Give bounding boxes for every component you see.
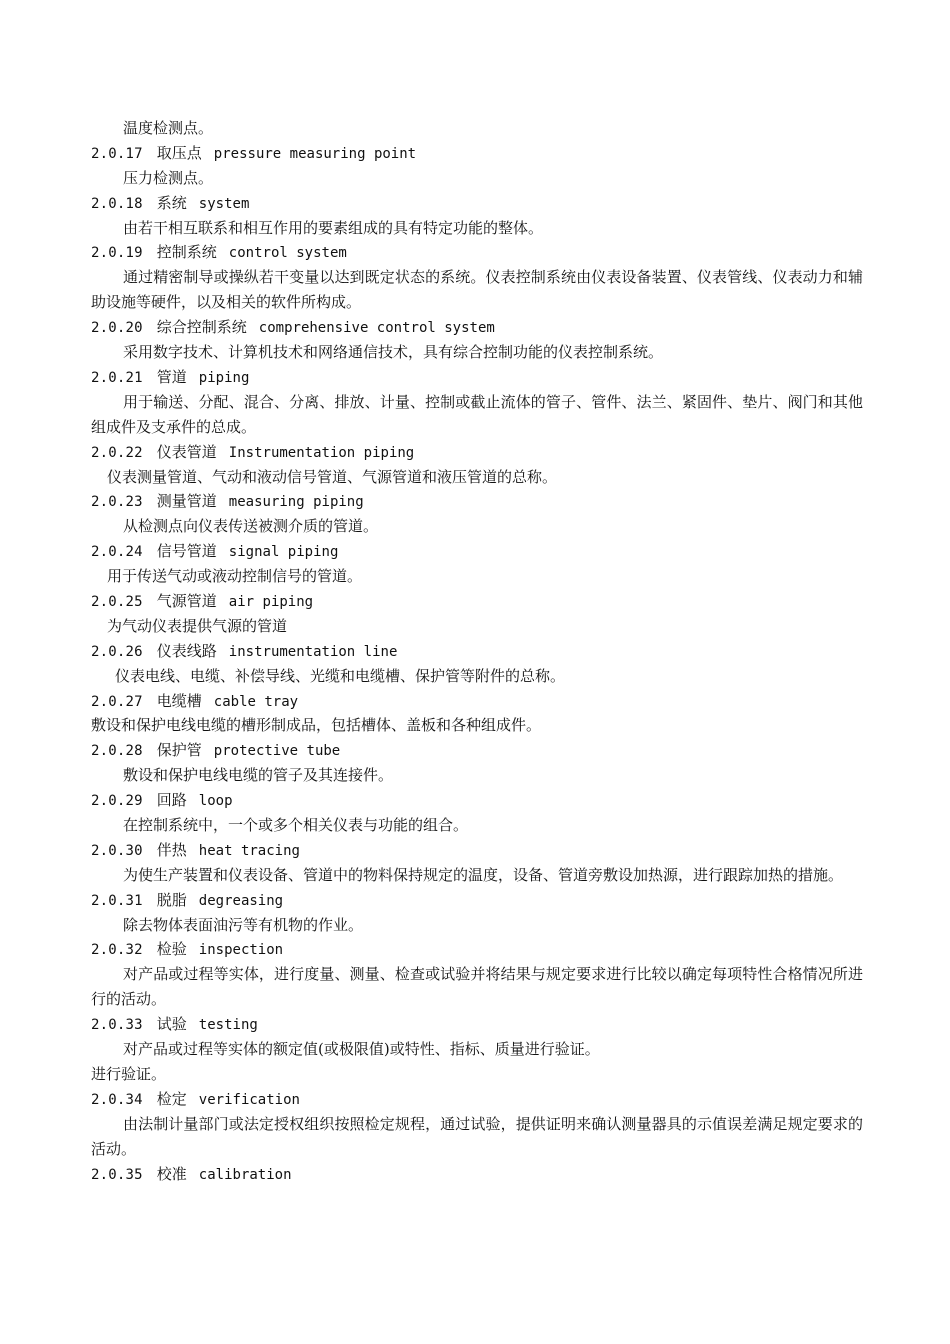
term-definition: 温度检测点。 [123,119,214,137]
term-english: control system [228,245,347,262]
term-number: 2.0.26 [91,643,143,660]
term-number: 2.0.22 [91,444,143,461]
term-heading [91,1162,863,1187]
term-definition: 压力检测点。 [123,168,214,187]
term-definition: 为使生产装置和仪表设备、管道中的物料保持规定的温度，设备、管道旁敷设加热源，进行跟踪加热的措施。 [123,865,844,884]
term-chinese: 系统 [156,193,187,212]
term-english: air piping [228,593,314,610]
term-english: loop [198,793,233,810]
term-chinese: 脱脂 [156,890,187,909]
term-heading [91,141,863,166]
term-chinese: 试验 [156,1015,187,1034]
term-english: system [198,195,250,212]
term-definition: 为气动仪表提供气源的管道 [107,616,288,635]
term-english: testing [198,1017,258,1034]
term-english: signal piping [228,544,339,561]
term-english: instrumentation line [228,643,398,660]
term-english: calibration [198,1166,292,1183]
term-heading [91,888,863,913]
term-english: Instrumentation piping [228,444,415,461]
term-number: 2.0.23 [91,494,143,511]
term-chinese: 气源管道 [156,591,217,610]
term-heading [91,639,863,664]
term-chinese: 伴热 [156,840,187,859]
term-english: comprehensive control system [258,320,495,337]
term-heading [91,539,863,564]
term-definition: 用于输送、分配、混合、分离、排放、计量、控制或截止流体的管子、管件、法兰、紧固件、垫片、阀门和其他组成件及支承件的总成。 [91,392,863,436]
document-body [91,116,863,1186]
term-number: 2.0.32 [91,942,143,959]
term-english: protective tube [213,743,341,760]
term-chinese: 控制系统 [156,243,217,262]
term-english: degreasing [198,892,284,909]
term-heading [91,937,863,962]
term-number: 2.0.21 [91,369,143,386]
term-english: cable tray [213,693,299,710]
term-heading [91,589,863,614]
term-english: pressure measuring point [213,145,417,162]
term-number: 2.0.17 [91,145,143,162]
term-chinese: 综合控制系统 [156,318,247,337]
term-chinese: 取压点 [156,143,202,162]
term-chinese: 回路 [156,791,187,810]
term-number: 2.0.19 [91,245,143,262]
term-definition: 对产品或过程等实体，进行度量、测量、检查或试验并将结果与规定要求进行比较以确定每项特性合格情况所进行的活动。 [91,965,863,1009]
term-chinese: 仪表线路 [156,641,217,660]
term-heading [91,838,863,863]
term-heading [91,365,863,390]
term-chinese: 检定 [156,1089,187,1108]
term-number: 2.0.29 [91,793,143,810]
term-number: 2.0.27 [91,693,143,710]
term-heading [91,1087,863,1112]
term-chinese: 电缆槽 [156,691,202,710]
term-english: piping [198,369,250,386]
term-chinese: 管道 [156,367,187,386]
term-definition: 仪表测量管道、气动和液动信号管道、气源管道和液压管道的总称。 [107,467,558,486]
term-definition: 进行验证。 [91,1064,167,1083]
term-heading [91,240,863,265]
term-number: 2.0.35 [91,1166,143,1183]
term-number: 2.0.31 [91,892,143,909]
term-heading [91,315,863,340]
term-english: verification [198,1091,300,1108]
term-number: 2.0.33 [91,1017,143,1034]
term-heading [91,489,863,514]
term-heading [91,440,863,465]
term-chinese: 信号管道 [156,542,217,561]
term-number: 2.0.25 [91,593,143,610]
term-heading [91,738,863,763]
term-chinese: 测量管道 [156,492,217,511]
term-heading [91,788,863,813]
term-definition: 由若干相互联系和相互作用的要素组成的具有特定功能的整体。 [123,218,544,237]
term-english: inspection [198,942,284,959]
term-heading [91,689,863,714]
term-definition: 通过精密制导或操纵若干变量以达到既定状态的系统。仪表控制系统由仪表设备装置、仪表管线、仪表动力和辅助设施等硬件，以及相关的软件所构成。 [91,268,863,312]
term-definition: 在控制系统中，一个或多个相关仪表与功能的组合。 [123,816,469,834]
term-chinese: 检验 [156,940,187,959]
term-chinese: 保护管 [156,741,202,760]
term-definition: 敷设和保护电线电缆的槽形制成品，包括槽体、盖板和各种组成件。 [91,716,542,735]
term-number: 2.0.34 [91,1091,143,1108]
term-definition: 除去物体表面油污等有机物的作业。 [123,915,364,934]
term-definition: 仪表电线、电缆、补偿导线、光缆和电缆槽、保护管等附件的总称。 [115,666,566,685]
term-heading [91,191,863,216]
term-number: 2.0.30 [91,842,143,859]
term-chinese: 仪表管道 [156,442,217,461]
term-english: measuring piping [228,494,364,511]
term-heading [91,1012,863,1037]
term-english: heat tracing [198,842,300,859]
term-number: 2.0.18 [91,195,143,212]
term-number: 2.0.20 [91,320,143,337]
term-definition: 敷设和保护电线电缆的管子及其连接件。 [123,766,394,785]
term-definition: 采用数字技术、计算机技术和网络通信技术，具有综合控制功能的仪表控制系统。 [123,343,664,362]
term-definition: 用于传送气动或液动控制信号的管道。 [107,567,363,586]
term-number: 2.0.24 [91,544,143,561]
term-definition: 对产品或过程等实体的额定值(或极限值)或特性、指标、质量进行验证。 [123,1040,600,1059]
term-definition: 从检测点向仪表传送被测介质的管道。 [123,517,379,536]
term-definition: 由法制计量部门或法定授权组织按照检定规程，通过试验，提供证明来确认测量器具的示值误差满足规定要求的活动。 [91,1114,863,1158]
term-number: 2.0.28 [91,743,143,760]
term-chinese: 校准 [156,1164,187,1183]
